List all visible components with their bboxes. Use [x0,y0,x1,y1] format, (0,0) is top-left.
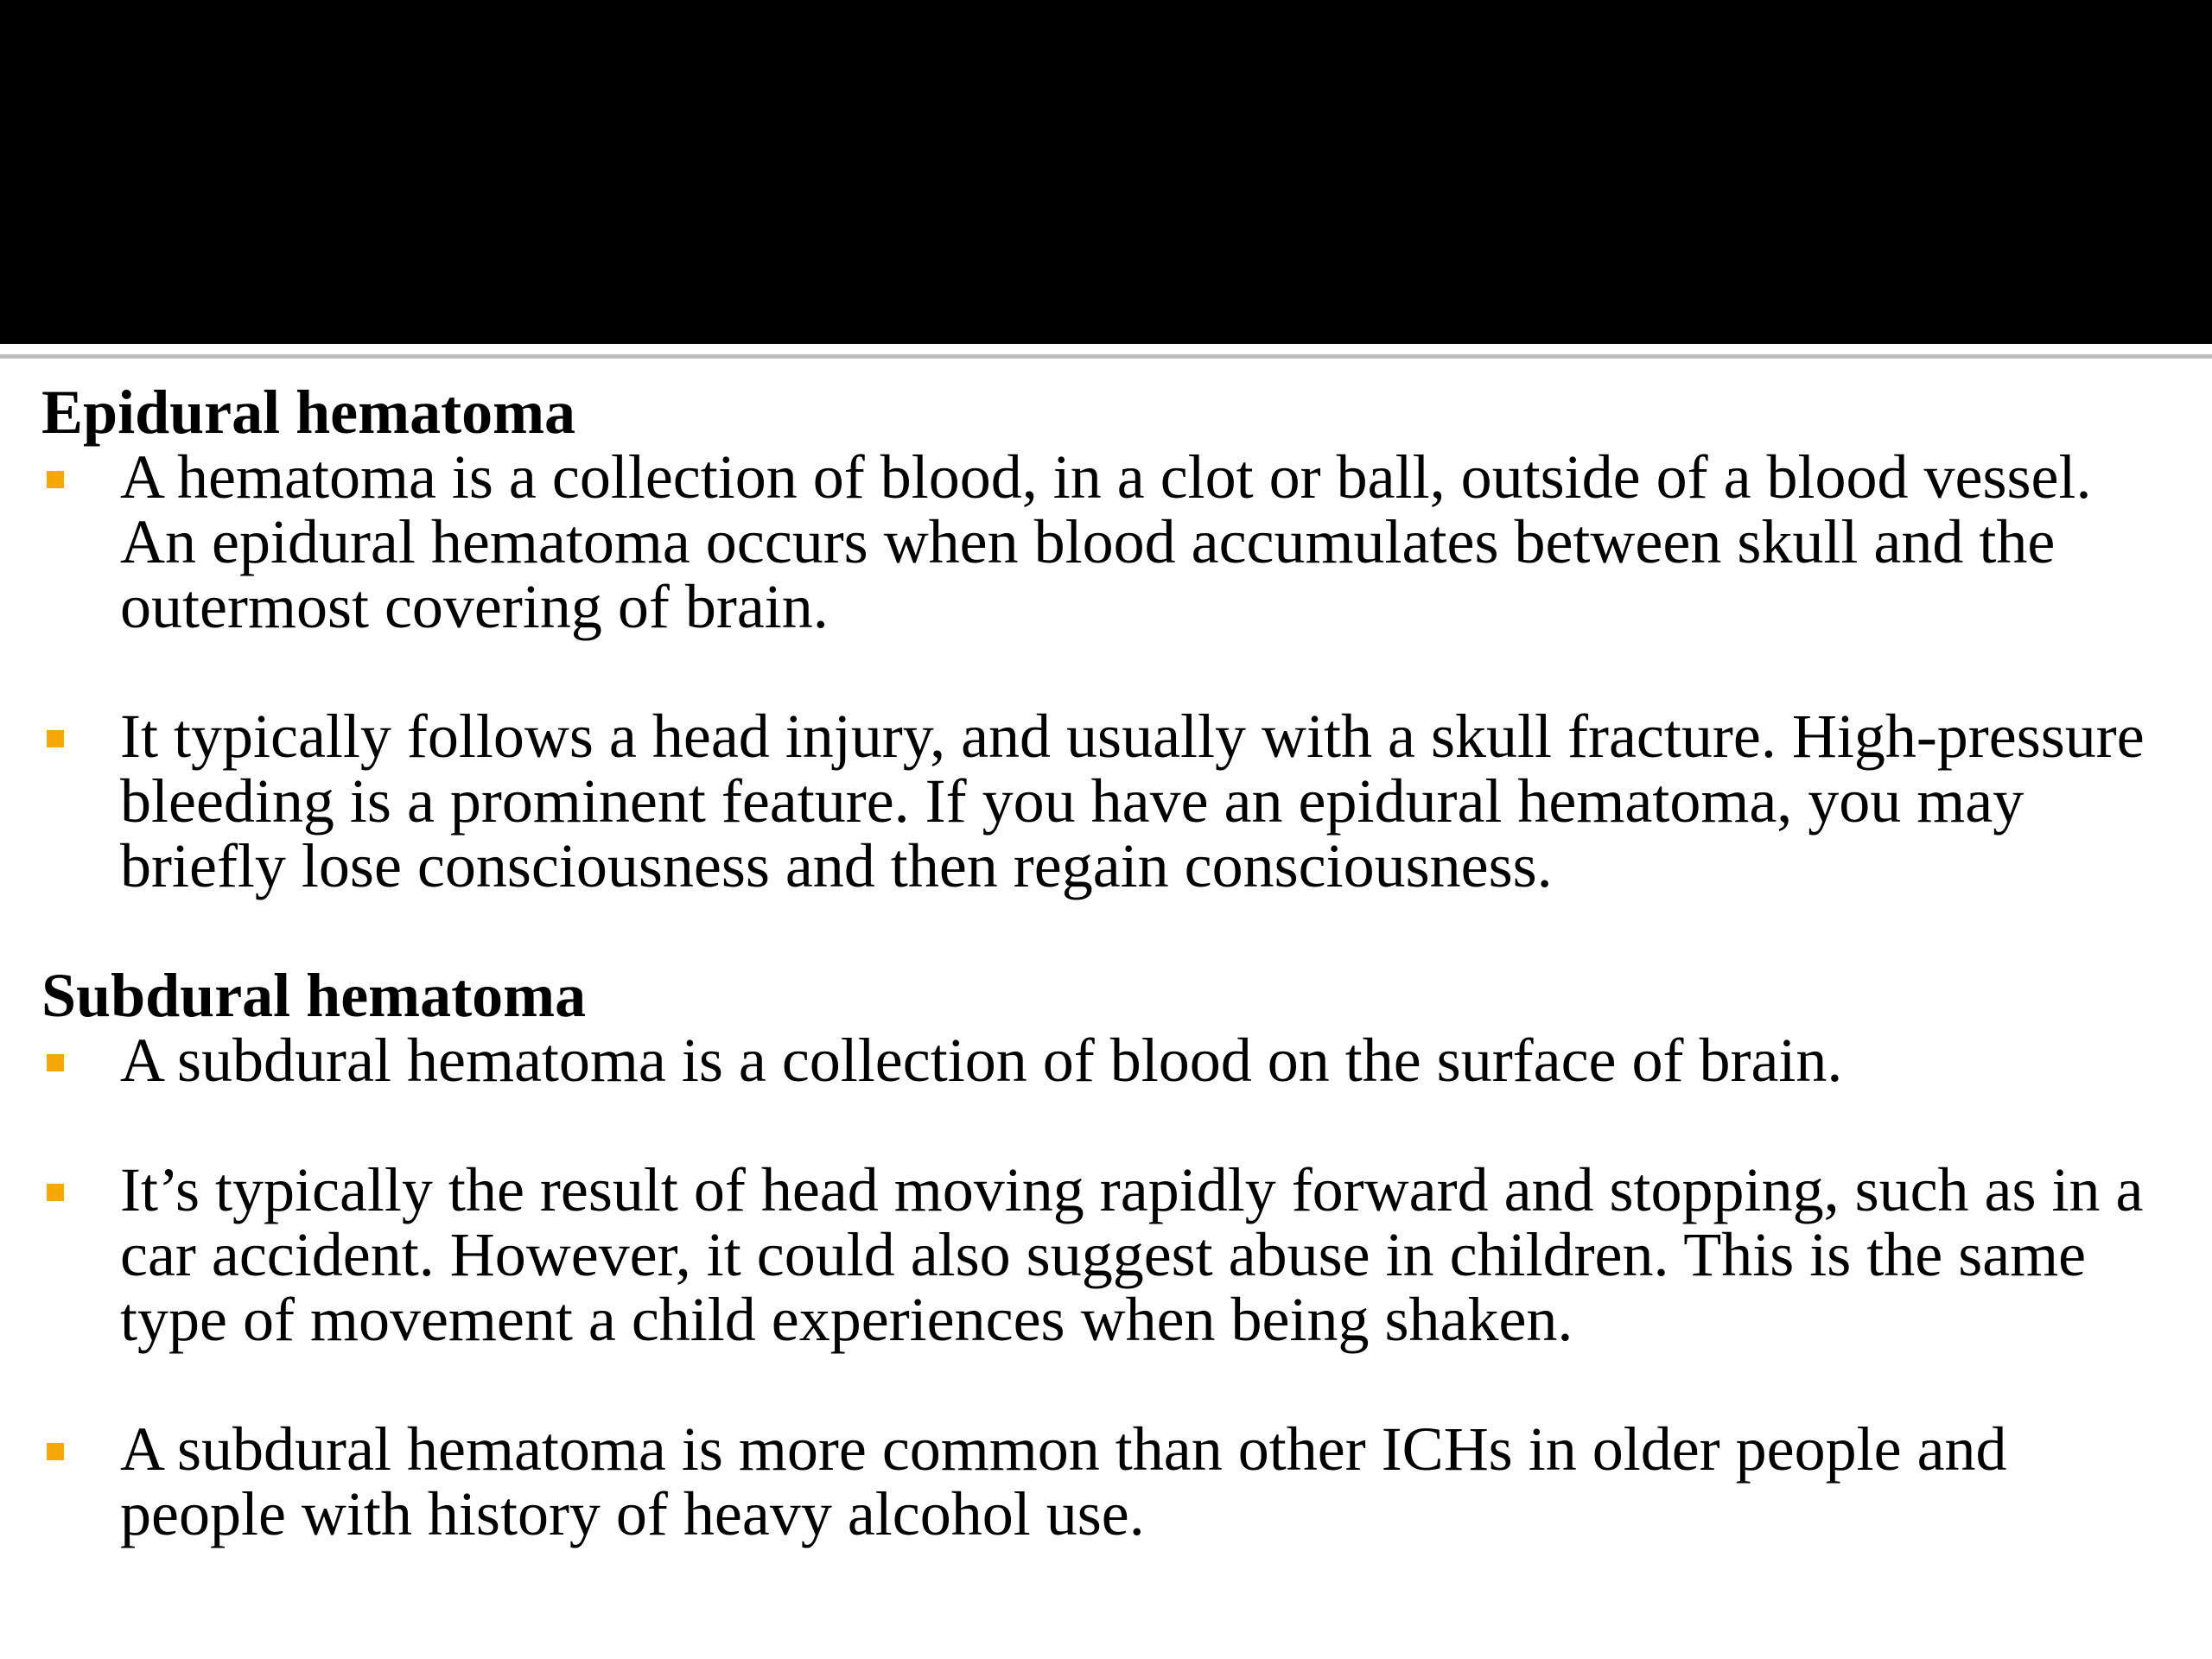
list-item [41,704,2176,899]
section-subdural-hematoma [41,963,2176,1547]
list-item [41,1028,2176,1093]
bullet-text: A subdural hematoma is a collection of blood on the surface of brain. [120,1026,1843,1095]
slide-content [41,380,2176,1547]
square-bullet-icon [47,730,64,747]
square-bullet-icon [47,1443,64,1460]
section-heading: Subdural hematoma [41,961,587,1030]
bullet-list [41,442,2176,900]
bullet-list [41,1028,2176,1547]
header-divider [0,354,2212,359]
header-band [0,0,2212,344]
section-epidural-hematoma [41,380,2176,899]
bullet-text: It typically follows a head injury, and usually with a skull fracture. High-pressure bleeding is a prominent feature. If you have an epidural hematoma, you may briefly lose consciousness and then regain consciousness. [120,702,2145,900]
list-item [41,1155,2176,1354]
square-bullet-icon [47,1054,64,1071]
list-item [41,442,2176,641]
section-heading: Epidural hematoma [41,378,576,447]
bullet-text: It’s typically the result of head moving rapidly forward and stopping, such as in a car accident. However, it could also suggest abuse in children. This is the same type of movement a child experiences when being shaken. [120,1155,2144,1354]
bullet-text: A hematoma is a collection of blood, in a clot or ball, outside of a blood vessel. An epidural hematoma occurs when blood accumulates between skull and the outermost covering of brain. [120,442,2092,641]
list-item [41,1414,2176,1548]
bullet-text: A subdural hematoma is more common than other ICHs in older people and people with history of heavy alcohol use. [120,1414,2007,1548]
square-bullet-icon [47,471,64,488]
square-bullet-icon [47,1184,64,1201]
